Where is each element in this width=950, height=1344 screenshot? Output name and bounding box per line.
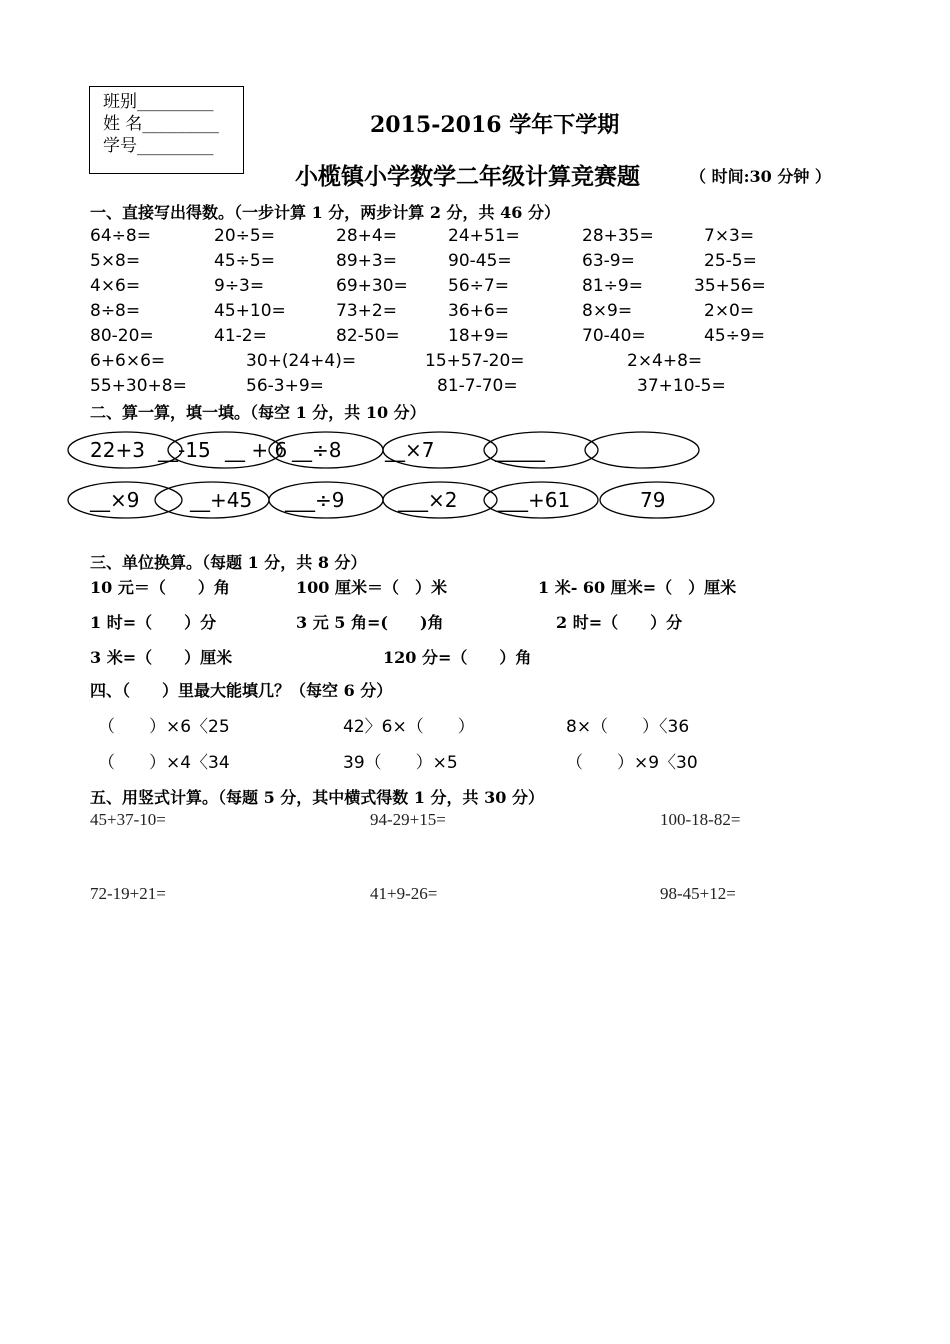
section4-title: 四、（ ）里最大能填几？（每空 6 分） — [90, 681, 393, 700]
calc-item[interactable]: 81-7-70= — [437, 376, 518, 396]
calc-item[interactable]: 45÷9= — [704, 326, 765, 346]
calc-item[interactable]: 8×9= — [582, 301, 633, 321]
max-fill-item[interactable]: 8×（ ）〈36 — [566, 717, 690, 737]
unit-item[interactable]: 1 米- 60 厘米=（ ）厘米 — [538, 578, 737, 597]
calc-item[interactable]: 80-20= — [90, 326, 154, 346]
calc-item[interactable]: 25-5= — [704, 251, 757, 271]
calc-item[interactable]: 18+9= — [448, 326, 509, 346]
calc-item[interactable]: 41-2= — [214, 326, 267, 346]
section3-title: 三、单位换算。（每题 1 分，共 8 分） — [90, 553, 367, 572]
calc-item[interactable]: 20÷5= — [214, 226, 275, 246]
class-field[interactable]: 班别_________ — [103, 92, 214, 112]
calc-item[interactable]: 2×4+8= — [627, 351, 703, 371]
calc-item[interactable]: 45+10= — [214, 301, 286, 321]
calc-item[interactable]: 36+6= — [448, 301, 509, 321]
calc-item[interactable]: 56÷7= — [448, 276, 509, 296]
calc-item[interactable]: 6+6×6= — [90, 351, 166, 371]
chain-cell[interactable]: ___÷9 — [285, 488, 345, 512]
calc-item[interactable]: 73+2= — [336, 301, 397, 321]
chain-cell[interactable]: __×9 — [90, 488, 140, 512]
chain-cell[interactable]: __+45 — [190, 488, 253, 512]
calculation-chain — [0, 0, 950, 540]
max-fill-item[interactable]: 42〉6×（ ） — [343, 717, 475, 737]
name-field[interactable]: 姓 名_________ — [103, 114, 219, 134]
calc-item[interactable]: 63-9= — [582, 251, 635, 271]
calc-item[interactable]: 82-50= — [336, 326, 400, 346]
vertical-calc-item[interactable]: 94-29+15= — [370, 810, 446, 829]
calc-item[interactable]: 37+10-5= — [637, 376, 726, 396]
calc-item[interactable]: 45÷5= — [214, 251, 275, 271]
vertical-calc-item[interactable]: 41+9-26= — [370, 884, 438, 903]
calc-item[interactable]: 89+3= — [336, 251, 397, 271]
max-fill-item[interactable]: （ ）×9〈30 — [566, 753, 698, 773]
chain-cell[interactable]: ___×2 — [398, 488, 458, 512]
calc-item[interactable]: 81÷9= — [582, 276, 643, 296]
semester-title: 2015-2016 学年下学期 — [370, 112, 620, 138]
max-fill-item[interactable]: （ ）×4〈34 — [98, 753, 230, 773]
section5-title: 五、用竖式计算。（每题 5 分，其中横式得数 1 分，共 30 分） — [90, 788, 544, 807]
calc-item[interactable]: 2×0= — [704, 301, 755, 321]
calc-item[interactable]: 90-45= — [448, 251, 512, 271]
vertical-calc-item[interactable]: 45+37-10= — [90, 810, 166, 829]
unit-item[interactable]: 120 分=（ ）角 — [383, 648, 532, 667]
calc-item[interactable]: 55+30+8= — [90, 376, 187, 396]
calc-item[interactable]: 15+57-20= — [425, 351, 525, 371]
calc-item[interactable]: 64÷8= — [90, 226, 151, 246]
calc-item[interactable]: 9÷3= — [214, 276, 265, 296]
section2-title: 二、算一算，填一填。（每空 1 分，共 10 分） — [90, 403, 426, 422]
unit-item[interactable]: 1 时=（ ）分 — [90, 613, 217, 632]
max-fill-item[interactable]: （ ）×6〈25 — [98, 717, 230, 737]
section1-title: 一、直接写出得数。（一步计算 1 分，两步计算 2 分，共 46 分） — [90, 203, 560, 222]
chain-ellipse — [585, 432, 699, 468]
calc-item[interactable]: 70-40= — [582, 326, 646, 346]
student-id-field[interactable]: 学号_________ — [103, 136, 214, 156]
chain-cell[interactable]: __ + 6 — [225, 438, 288, 462]
time-note: （ 时间:30 分钟 ） — [690, 167, 831, 186]
chain-cell[interactable]: __-15 — [158, 438, 211, 462]
chain-cell[interactable]: __÷8 — [292, 438, 342, 462]
calc-item[interactable]: 28+4= — [336, 226, 397, 246]
calc-item[interactable]: 35+56= — [694, 276, 766, 296]
unit-item[interactable]: 10 元＝（ ）角 — [90, 578, 230, 597]
calc-item[interactable]: 69+30= — [336, 276, 408, 296]
chain-cell: 79 — [640, 488, 666, 512]
calc-item[interactable]: 24+51= — [448, 226, 520, 246]
vertical-calc-item[interactable]: 72-19+21= — [90, 884, 166, 903]
unit-item[interactable]: 3 米=（ ）厘米 — [90, 648, 233, 667]
calc-item[interactable]: 5×8= — [90, 251, 141, 271]
chain-cell: 22+3 — [90, 438, 145, 462]
calc-item[interactable]: 8÷8= — [90, 301, 141, 321]
chain-cell[interactable]: __×7 — [385, 438, 435, 462]
calc-item[interactable]: 28+35= — [582, 226, 654, 246]
vertical-calc-item[interactable]: 98-45+12= — [660, 884, 736, 903]
chain-cell[interactable]: ___+61 — [498, 488, 571, 512]
calc-item[interactable]: 30+(24+4)= — [246, 351, 357, 371]
chain-cell[interactable]: _____ — [495, 438, 545, 462]
max-fill-item[interactable]: 39（ ）×5 — [343, 753, 458, 773]
vertical-calc-item[interactable]: 100-18-82= — [660, 810, 741, 829]
calc-item[interactable]: 56-3+9= — [246, 376, 324, 396]
unit-item[interactable]: 2 时=（ ）分 — [556, 613, 683, 632]
unit-item[interactable]: 100 厘米＝（ ）米 — [296, 578, 447, 597]
calc-item[interactable]: 4×6= — [90, 276, 141, 296]
calc-item[interactable]: 7×3= — [704, 226, 755, 246]
unit-item[interactable]: 3 元 5 角=( )角 — [296, 613, 444, 632]
exam-title: 小榄镇小学数学二年级计算竞赛题 — [295, 163, 640, 190]
